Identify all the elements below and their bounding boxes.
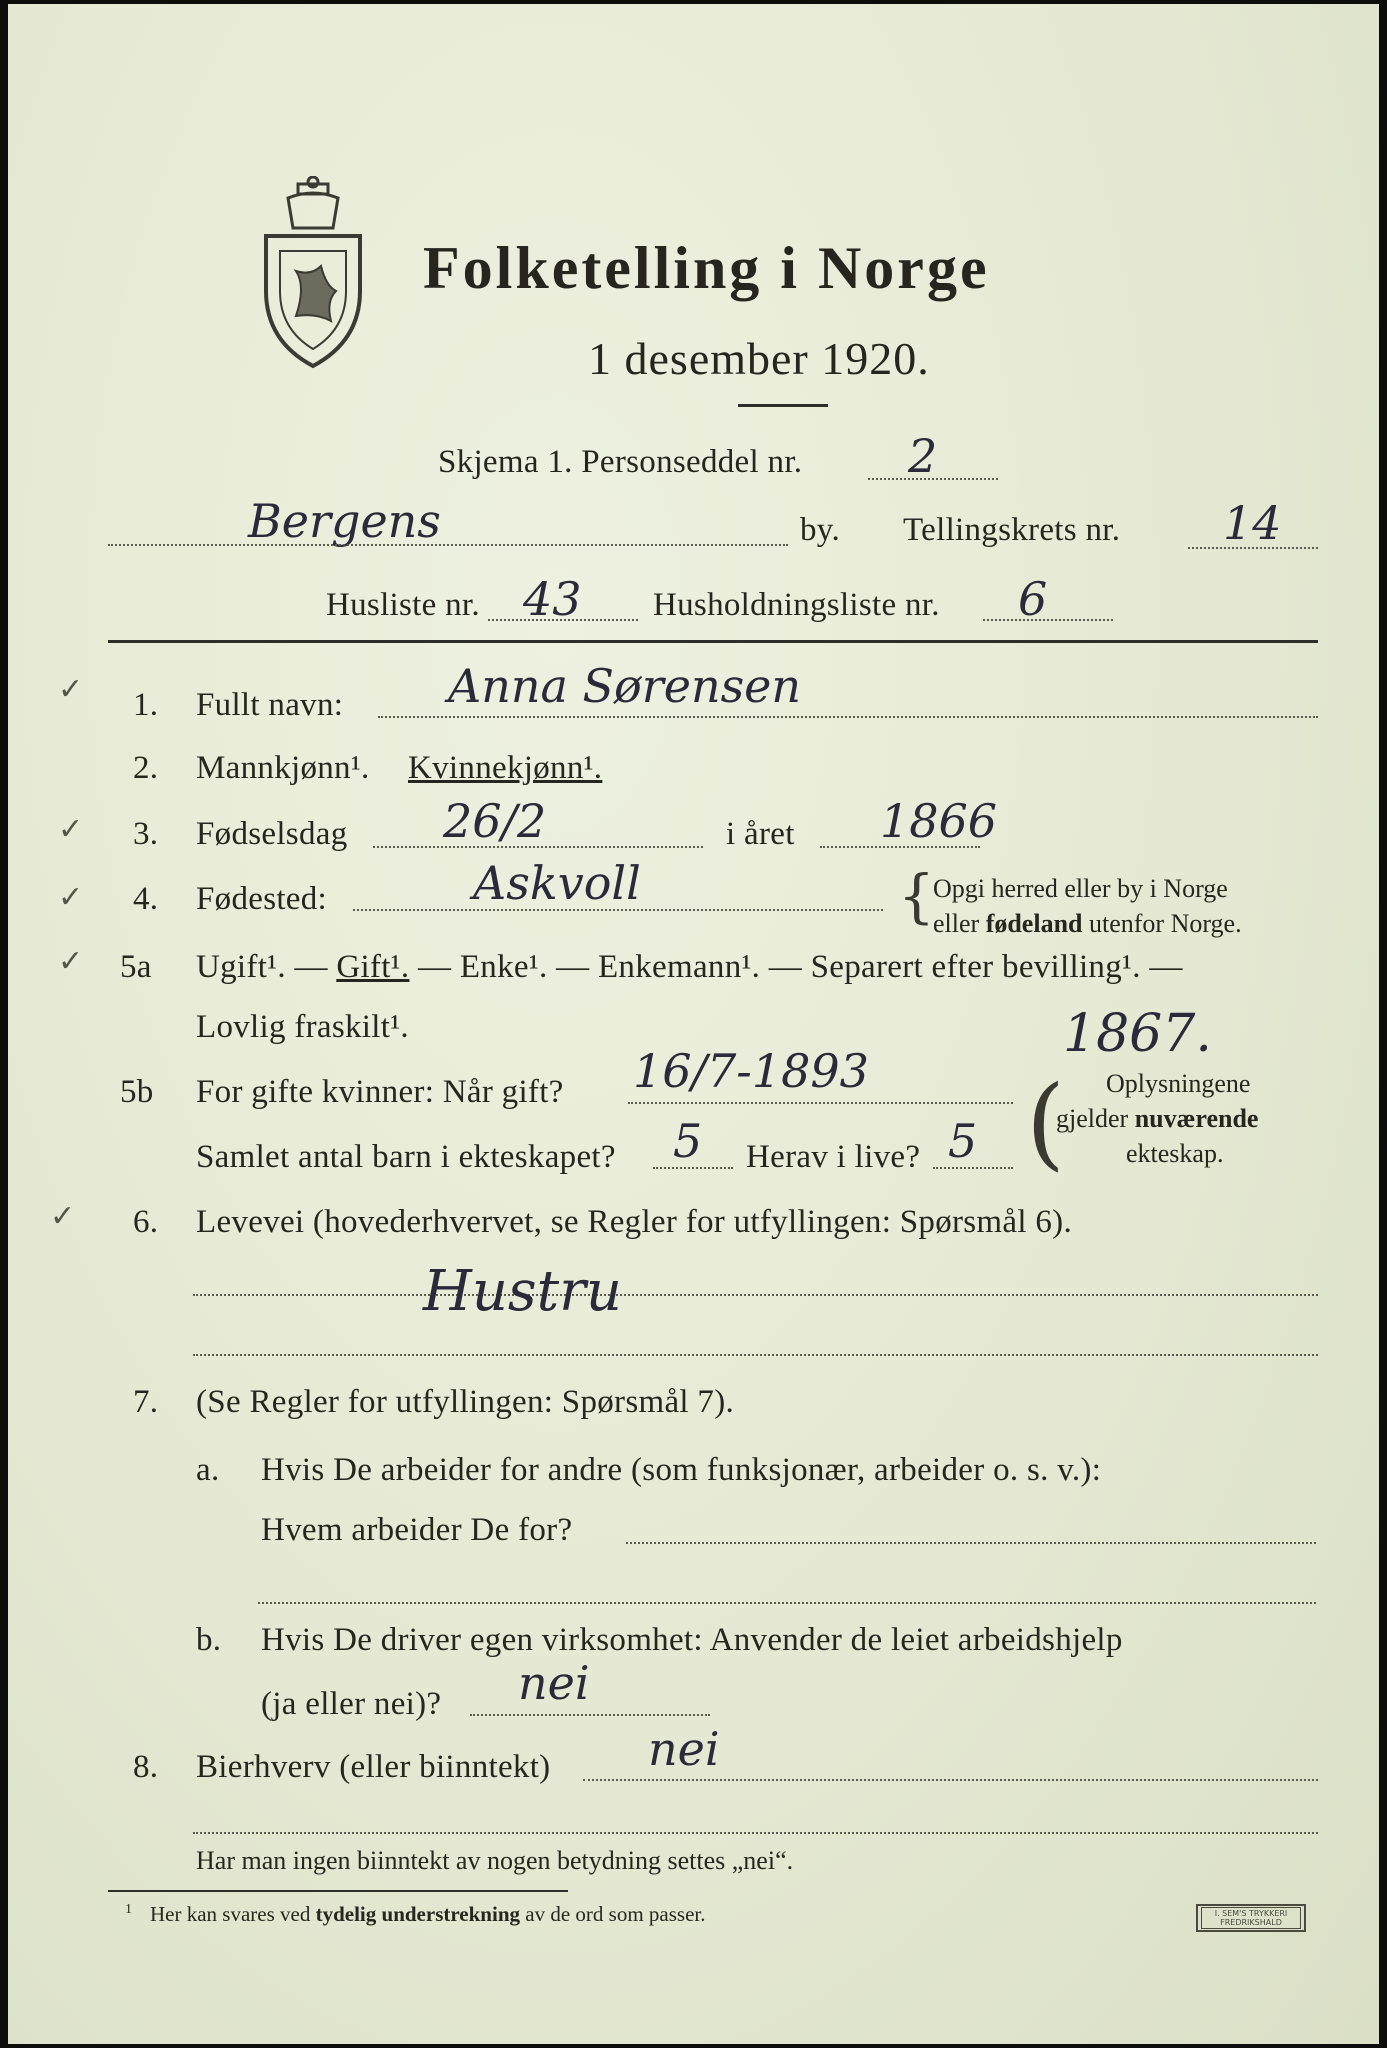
- stamp-line-1: I. SEM'S TRYKKERI: [1214, 1909, 1288, 1918]
- q2-kvinnekjonn: Kvinnekjønn¹.: [408, 750, 603, 786]
- q4-note-part: utenfor Norge.: [1082, 909, 1242, 938]
- q7b-line1: Hvis De driver egen virksomhet: Anvender de leiet arbeidshjelp: [261, 1622, 1123, 1658]
- q5b-note-current: nuværende: [1134, 1104, 1259, 1133]
- q5b-label: For gifte kvinner: Når gift?: [196, 1074, 564, 1110]
- q5a-number: 5a: [120, 949, 152, 985]
- q4-label: Fødested:: [196, 881, 328, 917]
- tellingskrets-nr-value: 14: [1223, 496, 1282, 550]
- marriage-date-line: [628, 1102, 1013, 1104]
- q4-brace: {: [898, 862, 935, 930]
- q7a-letter: a.: [196, 1452, 220, 1488]
- q4-note-line2: [933, 909, 1242, 939]
- footnote-text: av de ord som passer.: [520, 1902, 706, 1926]
- footer-note: Har man ingen biinntekt av nogen betydning settes „nei“.: [196, 1846, 794, 1875]
- footnote: [125, 1902, 705, 1927]
- check-mark-icon: ✓: [58, 880, 84, 915]
- q7b-line2: (ja eller nei)?: [261, 1686, 442, 1722]
- footnote-bold: tydelig understrekning: [315, 1902, 521, 1926]
- q4-note-part: eller: [933, 909, 986, 938]
- q5a-gift: Gift¹.: [336, 949, 410, 985]
- q7-label: (Se Regler for utfyllingen: Spørsmål 7).: [196, 1384, 735, 1420]
- check-mark-icon: ✓: [58, 672, 84, 707]
- husholdningsliste-nr-value: 6: [1018, 572, 1048, 626]
- birth-year-line: [820, 846, 980, 848]
- q5a-line1: [196, 949, 1183, 986]
- check-mark-icon: ✓: [58, 812, 84, 847]
- q5b-note-line2: [1056, 1104, 1258, 1134]
- q3-label: Fødselsdag: [196, 816, 348, 852]
- q3-year-label: i året: [726, 816, 795, 852]
- occupation-line-1: [193, 1294, 1318, 1296]
- birthplace-value: Askvoll: [473, 856, 641, 910]
- children-count-line: [653, 1167, 733, 1169]
- q4-number: 4.: [133, 881, 159, 917]
- alive-count-value: 5: [948, 1114, 978, 1168]
- footnote-number: 1: [125, 1902, 132, 1917]
- birthday-line: [373, 846, 703, 848]
- full-name-value: Anna Sørensen: [448, 659, 802, 713]
- children-count-value: 5: [673, 1114, 703, 1168]
- header-rule: [108, 640, 1318, 643]
- check-mark-icon: ✓: [50, 1199, 76, 1234]
- birthday-value: 26/2: [443, 794, 547, 848]
- husholdningsliste-label: Husholdningsliste nr.: [653, 587, 940, 623]
- side-income-line-1: [583, 1779, 1318, 1781]
- q6-label: Levevei (hovederhvervet, se Regler for utfyllingen: Spørsmål 6).: [196, 1204, 1073, 1240]
- q5b-note-line3: ekteskap.: [1126, 1139, 1224, 1168]
- q1-number: 1.: [133, 687, 159, 723]
- form-date: 1 desember 1920.: [588, 333, 930, 384]
- q5b-note-line1: Oplysningene: [1106, 1069, 1251, 1098]
- side-income-value: nei: [648, 1722, 720, 1776]
- marriage-date-value: 16/7-1893: [633, 1044, 869, 1098]
- printer-stamp: [1196, 1904, 1306, 1932]
- q5b-note-part: gjelder: [1056, 1104, 1135, 1133]
- alive-count-line: [933, 1167, 1013, 1169]
- husliste-nr-value: 43: [523, 572, 582, 626]
- q5a-ugift: Ugift¹. —: [196, 949, 337, 985]
- q7a-line1: Hvis De arbeider for andre (som funksjonær, arbeider o. s. v.):: [261, 1452, 1102, 1488]
- q5a-rest: — Enke¹. — Enkemann¹. — Separert efter bevilling¹. —: [409, 949, 1183, 985]
- q2-number: 2.: [133, 750, 159, 786]
- q5b-number: 5b: [120, 1074, 154, 1110]
- q8-number: 8.: [133, 1749, 159, 1785]
- skjema-label: Skjema 1. Personseddel nr.: [438, 444, 803, 480]
- coat-of-arms-icon: [258, 176, 368, 371]
- hired-help-line: [470, 1714, 710, 1716]
- q5b-brace: (: [1026, 1064, 1066, 1181]
- check-mark-icon: ✓: [58, 944, 84, 979]
- census-form-sheet: [8, 4, 1379, 2044]
- footnote-rule: [108, 1890, 568, 1892]
- birthplace-line: [353, 909, 883, 911]
- by-label: by.: [800, 512, 841, 548]
- full-name-line: [378, 716, 1318, 718]
- q7-number: 7.: [133, 1384, 159, 1420]
- occupation-value: Hustru: [423, 1259, 622, 1324]
- city-line: [108, 544, 788, 546]
- footnote-text: Her kan svares ved: [150, 1902, 316, 1926]
- occupation-line-2: [193, 1354, 1318, 1356]
- q4-note-fodeland: fødeland: [985, 909, 1083, 938]
- q5b-alive-label: Herav i live?: [746, 1139, 921, 1175]
- q6-number: 6.: [133, 1204, 159, 1240]
- side-income-line-2: [193, 1832, 1318, 1834]
- birth-year-value: 1866: [880, 794, 998, 848]
- q8-label: Bierhverv (eller biinntekt): [196, 1749, 551, 1785]
- city-value: Bergens: [248, 494, 441, 548]
- employer-line-2: [258, 1602, 1316, 1604]
- stamp-line-2: FREDRIKSHALD: [1220, 1918, 1282, 1927]
- tellingskrets-label: Tellingskrets nr.: [903, 512, 1121, 548]
- q7b-letter: b.: [196, 1622, 222, 1658]
- husliste-label: Husliste nr.: [326, 587, 480, 623]
- q2-mannkjonn: Mannkjønn¹.: [196, 750, 370, 786]
- q4-note-line1: Opgi herred eller by i Norge: [933, 874, 1228, 903]
- tellingskrets-nr-line: [1188, 547, 1318, 549]
- employer-line-1: [626, 1542, 1316, 1544]
- personseddel-nr-line: [868, 478, 998, 480]
- husliste-nr-line: [488, 619, 638, 621]
- margin-note-year: 1867.: [1063, 1004, 1212, 1064]
- q3-number: 3.: [133, 816, 159, 852]
- title-divider: [738, 404, 828, 407]
- q1-label: Fullt navn:: [196, 687, 344, 723]
- form-title: Folketelling i Norge: [423, 235, 990, 301]
- q7a-line2: Hvem arbeider De for?: [261, 1512, 573, 1548]
- husholdningsliste-nr-line: [983, 619, 1113, 621]
- hired-help-value: nei: [518, 1656, 590, 1710]
- q5b-children-label: Samlet antal barn i ekteskapet?: [196, 1139, 616, 1175]
- personseddel-nr-value: 2: [908, 429, 938, 483]
- q5a-line2: Lovlig fraskilt¹.: [196, 1009, 409, 1045]
